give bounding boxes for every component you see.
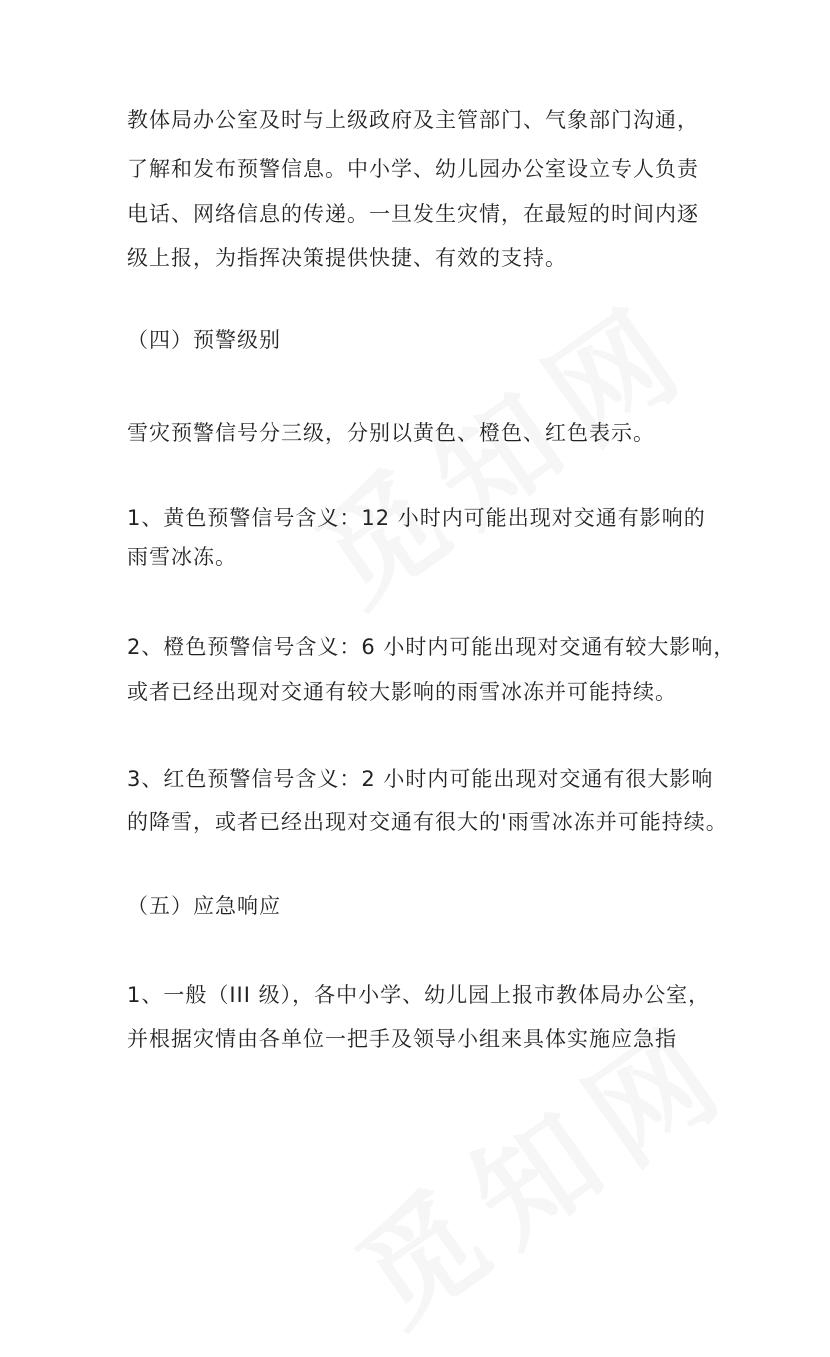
list-item-line: 的降雪，或者已经出现对交通有很大的'雨雪冰冻并可能持续。 bbox=[127, 810, 728, 834]
list-item-line: 并根据灾情由各单位一把手及领导小组来具体实施应急指 bbox=[127, 1027, 677, 1051]
list-item-line: 1、黄色预警信号含义：12 小时内可能出现对交通有影响的 bbox=[127, 506, 706, 530]
list-item-line: 1、一般（III 级），各中小学、幼儿园上报市教体局办公室， bbox=[127, 983, 711, 1007]
list-item-line: 3、红色预警信号含义：2 小时内可能出现对交通有很大影响 bbox=[127, 767, 714, 791]
list-item-line: 2、橙色预警信号含义：6 小时内可能出现对交通有较大影响， bbox=[127, 635, 736, 659]
section-heading: （四）预警级别 bbox=[127, 328, 281, 352]
body-line: 雪灾预警信号分三级，分别以黄色、橙色、红色表示。 bbox=[127, 421, 655, 445]
body-line: 教体局办公室及时与上级政府及主管部门、气象部门沟通， bbox=[127, 108, 699, 132]
watermark-text bbox=[294, 277, 718, 632]
body-line: 电话、网络信息的传递。一旦发生灾情，在最短的时间内逐 bbox=[127, 202, 699, 226]
section-heading: （五）应急响应 bbox=[127, 894, 281, 918]
body-line: 了解和发布预警信息。中小学、幼儿园办公室设立专人负责 bbox=[127, 157, 699, 181]
body-line: 级上报，为指挥决策提供快捷、有效的支持。 bbox=[127, 246, 567, 270]
list-item-line: 或者已经出现对交通有较大影响的雨雪冰冻并可能持续。 bbox=[127, 680, 677, 704]
list-item-line: 雨雪冰冻。 bbox=[127, 545, 237, 569]
